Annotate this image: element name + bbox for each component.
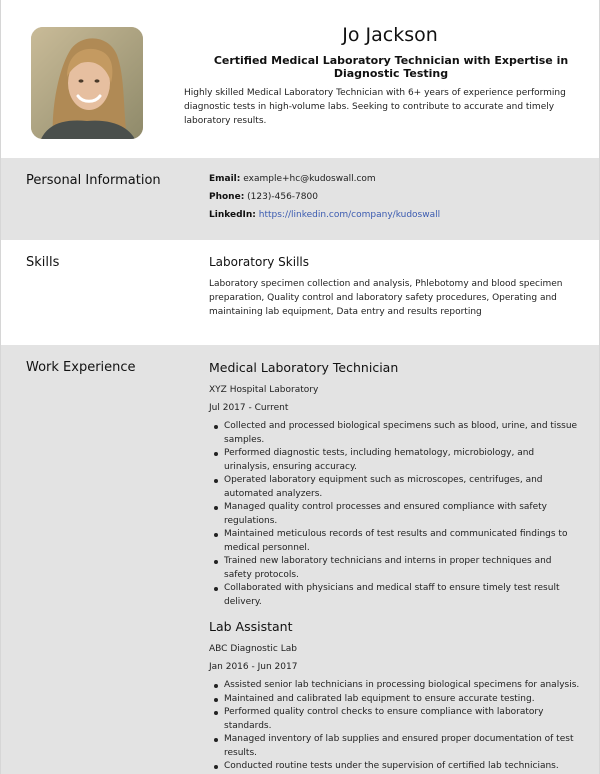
job-bullet: Trained new laboratory technicians and interns in proper techniques and safety protocols. [224,555,581,582]
email-value[interactable]: example+hc@kudoswall.com [243,174,376,184]
job-entry [209,360,581,609]
job-title: Medical Laboratory Technician [209,360,399,375]
job-bullet: Collaborated with physicians and medical staff to ensure timely test result delivery. [224,582,581,609]
email-line [209,173,581,185]
job-company: ABC Diagnostic Lab [209,644,297,654]
job-bullet: Performed diagnostic tests, including hematology, microbiology, and urinalysis, ensuring accuracy. [224,447,581,474]
job-bullet: Managed quality control processes and ensured compliance with safety regulations. [224,501,581,528]
job-company: XYZ Hospital Laboratory [209,385,319,395]
profile-summary: Highly skilled Medical Laboratory Technician with 6+ years of experience performing diagnostic tests in high-volume labs. Seeking to contribute to accurate and timely laboratory results. [184,88,566,126]
phone-label: Phone: [209,192,245,202]
job-bullet-list [209,420,581,609]
phone-line [209,191,581,203]
work-experience-body [209,360,581,774]
email-label: Email: [209,174,241,184]
work-experience-heading: Work Experience [26,360,136,375]
phone-value: (123)-456-7800 [247,192,318,202]
personal-info-body [209,173,581,227]
personal-info-heading: Personal Information [26,173,161,188]
job-bullet: Collected and processed biological specimens such as blood, urine, and tissue samples. [224,420,581,447]
job-bullet: Conducted routine tests under the supervision of certified lab technicians. [224,760,581,774]
job-entry [209,619,581,774]
job-bullet: Operated laboratory equipment such as microscopes, centrifuges, and automated analyzers. [224,474,581,501]
candidate-name: Jo Jackson [342,24,438,46]
profile-photo [31,27,143,139]
skills-body [209,255,581,319]
skills-heading: Skills [26,255,60,270]
skills-subheading: Laboratory Skills [209,255,310,269]
job-bullet: Assisted senior lab technicians in processing biological specimens for analysis. [224,679,581,693]
job-dates: Jan 2016 - Jun 2017 [209,662,298,672]
resume-header [1,0,599,158]
job-bullet: Maintained and calibrated lab equipment to ensure accurate testing. [224,693,581,707]
job-bullet: Managed inventory of lab supplies and ensured proper documentation of test results. [224,733,581,760]
job-title: Lab Assistant [209,619,293,634]
job-bullet: Maintained meticulous records of test results and communicated findings to medical personnel. [224,528,581,555]
linkedin-link[interactable]: https://linkedin.com/company/kudoswall [258,210,441,220]
work-experience-section [1,345,599,774]
skills-section [1,240,599,345]
skills-text: Laboratory specimen collection and analysis, Phlebotomy and blood specimen preparation, Quality control and laboratory safety procedures, Operating and maintaining lab equipment, Data entry and results reporting [209,279,563,317]
linkedin-label: LinkedIn: [209,210,256,220]
candidate-title: Certified Medical Laboratory Technician with Expertise in Diagnostic Testing [213,54,569,80]
job-dates: Jul 2017 - Current [209,403,289,413]
linkedin-line [209,209,581,221]
job-bullet: Performed quality control checks to ensure compliance with laboratory standards. [224,706,581,733]
job-bullet-list [209,679,581,774]
personal-info-section [1,158,599,240]
